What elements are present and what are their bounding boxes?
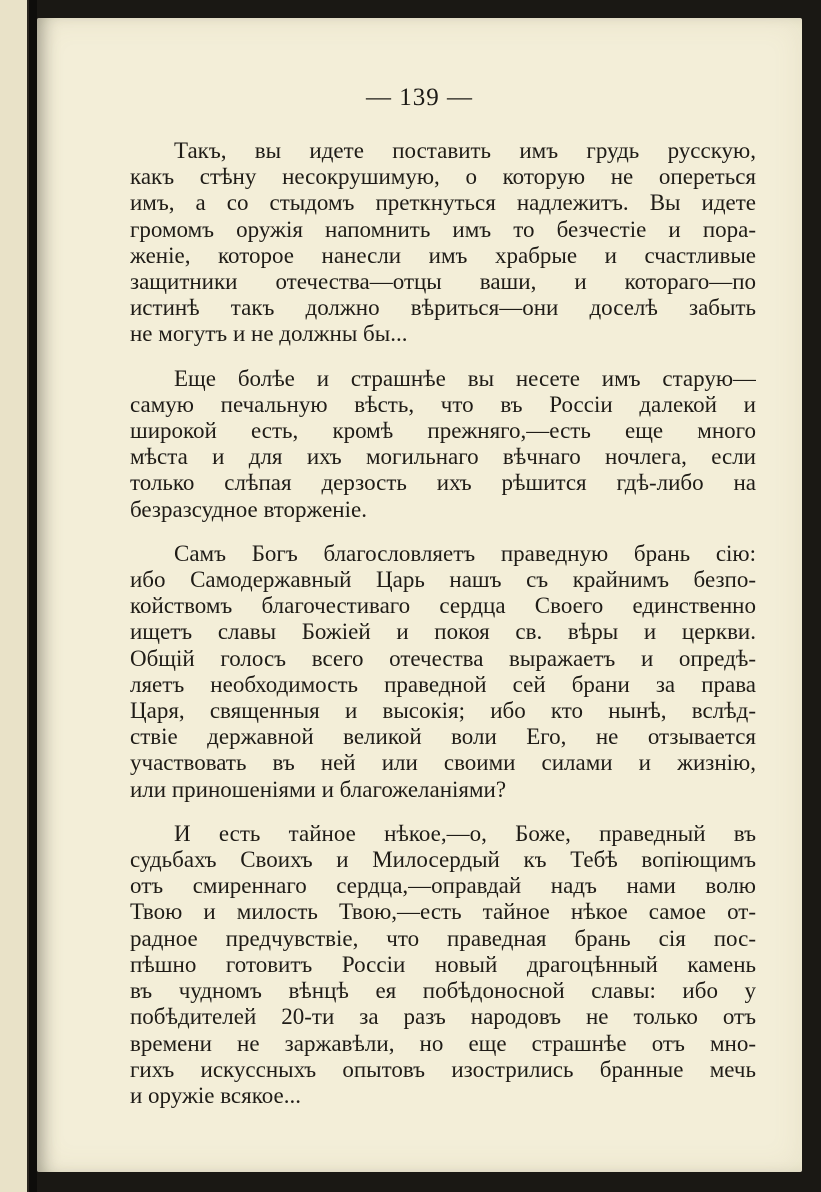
text-line: только слѣпая дерзость ихъ рѣшится гдѣ-либо на bbox=[130, 470, 756, 496]
text-line: и оружіе всякое... bbox=[130, 1082, 301, 1108]
text-line: женіе, которое нанесли имъ храбрые и счастливые bbox=[130, 242, 756, 268]
text-line: Самъ Богъ благословляетъ праведную брань сію: bbox=[174, 540, 756, 566]
text-line: самую печальную вѣсть, что въ Россіи далекой и bbox=[130, 391, 756, 417]
text-line: Царя, священныя и высокія; ибо кто нынѣ, вслѣд- bbox=[130, 698, 756, 724]
text-line: гихъ искуссныхъ опытовъ изострились бранные мечь bbox=[130, 1056, 756, 1082]
left-page-edge bbox=[0, 0, 29, 1192]
text-line: безразсудное вторженіе. bbox=[130, 496, 367, 522]
book-page bbox=[37, 18, 802, 1172]
page-number: — 139 — bbox=[366, 84, 473, 111]
text-line: И есть тайное нѣкое,—о, Боже, праведный въ bbox=[174, 820, 756, 846]
text-line: широкой есть, кромѣ прежняго,—есть еще много bbox=[130, 418, 756, 444]
text-line: имъ, а со стыдомъ преткнуться надлежитъ. Вы идете bbox=[130, 190, 756, 216]
text-line: мѣста и для ихъ могильнаго вѣчнаго ночлега, если bbox=[130, 444, 756, 470]
text-line: отъ смиреннаго сердца,—оправдай надъ нами волю bbox=[130, 873, 756, 899]
text-line: какъ стѣну несокрушимую, о которую не опереться bbox=[130, 164, 756, 190]
text-line: въ чудномъ вѣнцѣ ея побѣдоносной славы: ибо у bbox=[130, 978, 756, 1004]
text-line: времени не заржавѣли, но еще страшнѣе отъ мно- bbox=[130, 1030, 756, 1056]
paragraph-2 bbox=[130, 366, 756, 523]
text-line: Еще болѣе и страшнѣе вы несете имъ старую— bbox=[174, 365, 756, 391]
text-line: истинѣ такъ должно вѣриться—они доселѣ забыть bbox=[130, 295, 756, 321]
text-line: пѣшно готовитъ Россіи новый драгоцѣнный камень bbox=[130, 951, 756, 977]
paragraph-3 bbox=[130, 541, 756, 803]
text-line: койствомъ благочестиваго сердца Своего единственно bbox=[130, 593, 756, 619]
text-line: громомъ оружія напомнить имъ то безчестіе и пора- bbox=[130, 216, 756, 242]
text-line: ствіе державной великой воли Его, не отзывается bbox=[130, 724, 756, 750]
text-line: ищетъ славы Божіей и покоя св. вѣры и церкви. bbox=[130, 619, 756, 645]
text-line: побѣдителей 20-ти за разъ народовъ не только отъ bbox=[130, 1004, 756, 1030]
text-line: или приношеніями и благожеланіями? bbox=[130, 776, 507, 802]
text-line: судьбахъ Своихъ и Милосердый къ Тебѣ вопіющимъ bbox=[130, 847, 756, 873]
book-gutter bbox=[29, 0, 37, 1192]
text-line: Общій голосъ всего отечества выражаетъ и опредѣ- bbox=[130, 645, 756, 671]
text-line: Такъ, вы идете поставить имъ грудь русскую, bbox=[174, 138, 756, 163]
text-line: радное предчувствіе, что праведная брань сія пос- bbox=[130, 925, 756, 951]
text-line: ибо Самодержавный Царь нашъ съ крайнимъ безпо- bbox=[130, 567, 756, 593]
text-line: ляетъ необходимость праведной сей брани за права bbox=[130, 671, 756, 697]
text-line: защитники отечества—отцы ваши, и котораго—по bbox=[130, 269, 756, 295]
text-line: участвовать въ ней или своими силами и жизнію, bbox=[130, 750, 756, 776]
paragraph-4 bbox=[130, 821, 756, 1109]
body-text bbox=[130, 138, 756, 1109]
text-line: не могутъ и не должны бы... bbox=[130, 321, 408, 347]
text-line: Твою и милость Твою,—есть тайное нѣкое самое от- bbox=[130, 899, 756, 925]
paragraph-1 bbox=[130, 138, 756, 348]
